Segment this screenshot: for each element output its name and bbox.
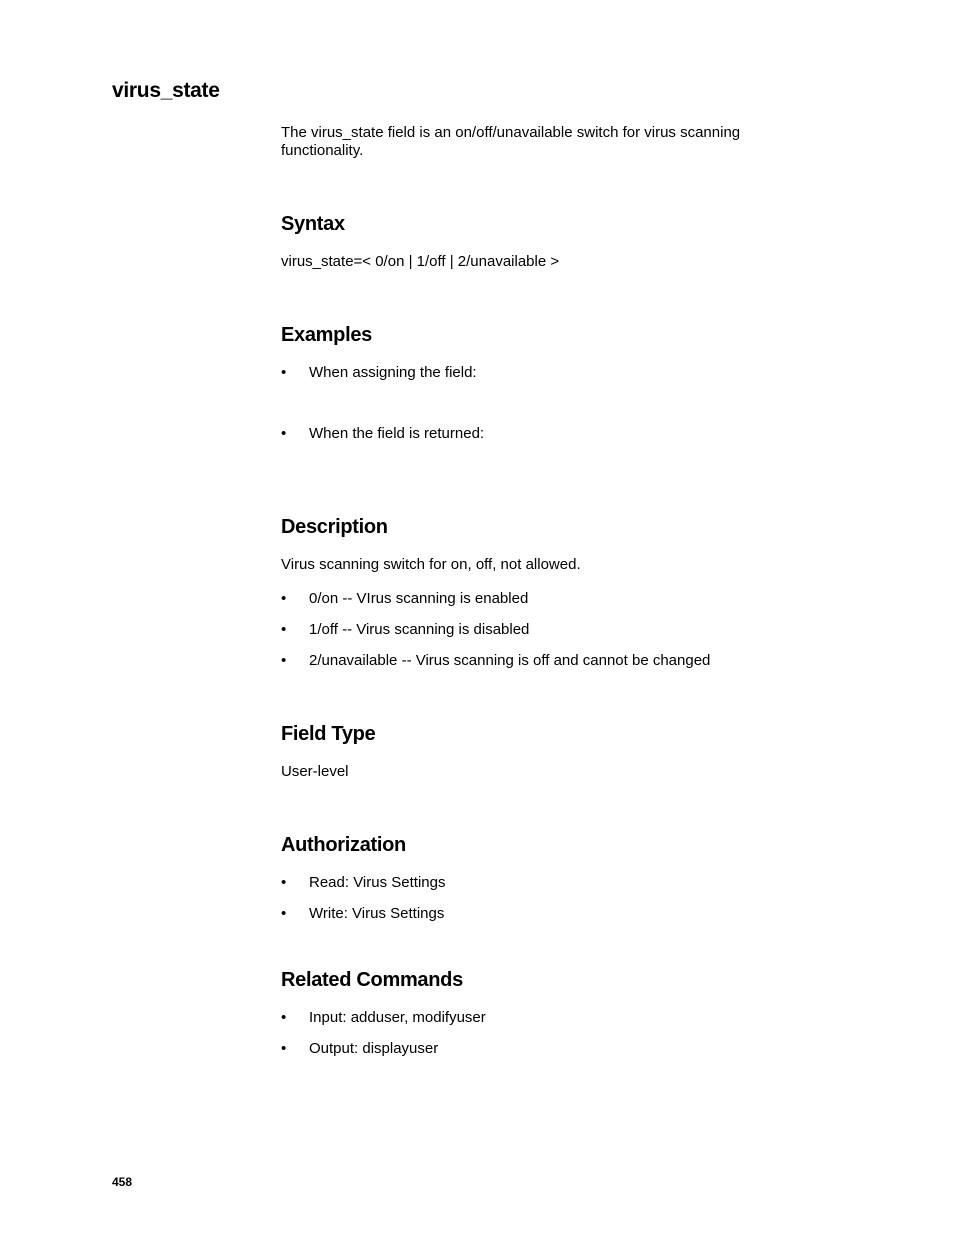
list-item-text: Write: Virus Settings [309,905,445,922]
intro-paragraph: The virus_state field is an on/off/unavailable switch for virus scanning functionality. [281,124,741,159]
list-item-text: 0/on -- VIrus scanning is enabled [309,590,529,607]
related-item-output [281,1040,801,1058]
bullet-icon: • [281,590,287,607]
bullet-icon: • [281,652,287,669]
examples-heading: Examples [281,324,372,346]
syntax-text: virus_state=< 0/on | 1/off | 2/unavailable > [281,253,560,270]
related-item-input [281,1009,801,1027]
description-item-on [281,590,801,608]
bullet-icon: • [281,1009,287,1026]
description-item-unavailable [281,652,801,670]
list-item-text: When the field is returned: [309,425,485,442]
bullet-icon: • [281,425,287,442]
description-text: Virus scanning switch for on, off, not allowed. [281,556,581,573]
bullet-icon: • [281,621,287,638]
bullet-icon: • [281,1040,287,1057]
example-item-assigning [281,364,801,382]
authorization-item-read [281,874,801,892]
page-number: 458 [112,1175,133,1189]
field-type-heading: Field Type [281,723,376,745]
field-type-text: User-level [281,763,349,780]
list-item-text: 1/off -- Virus scanning is disabled [309,621,530,638]
description-item-off [281,621,801,639]
list-item-text: 2/unavailable -- Virus scanning is off and cannot be changed [309,652,711,669]
bullet-icon: • [281,905,287,922]
related-commands-heading: Related Commands [281,969,463,991]
page-title: virus_state [112,79,220,102]
description-heading: Description [281,516,388,538]
content-column [281,124,801,1058]
authorization-item-write [281,905,801,923]
list-item-text: Input: adduser, modifyuser [309,1009,486,1026]
bullet-icon: • [281,364,287,381]
list-item-text: Output: displayuser [309,1040,439,1057]
list-item-text: Read: Virus Settings [309,874,446,891]
bullet-icon: • [281,874,287,891]
syntax-heading: Syntax [281,213,345,235]
authorization-heading: Authorization [281,834,406,856]
example-item-returned [281,425,801,443]
list-item-text: When assigning the field: [309,364,477,381]
